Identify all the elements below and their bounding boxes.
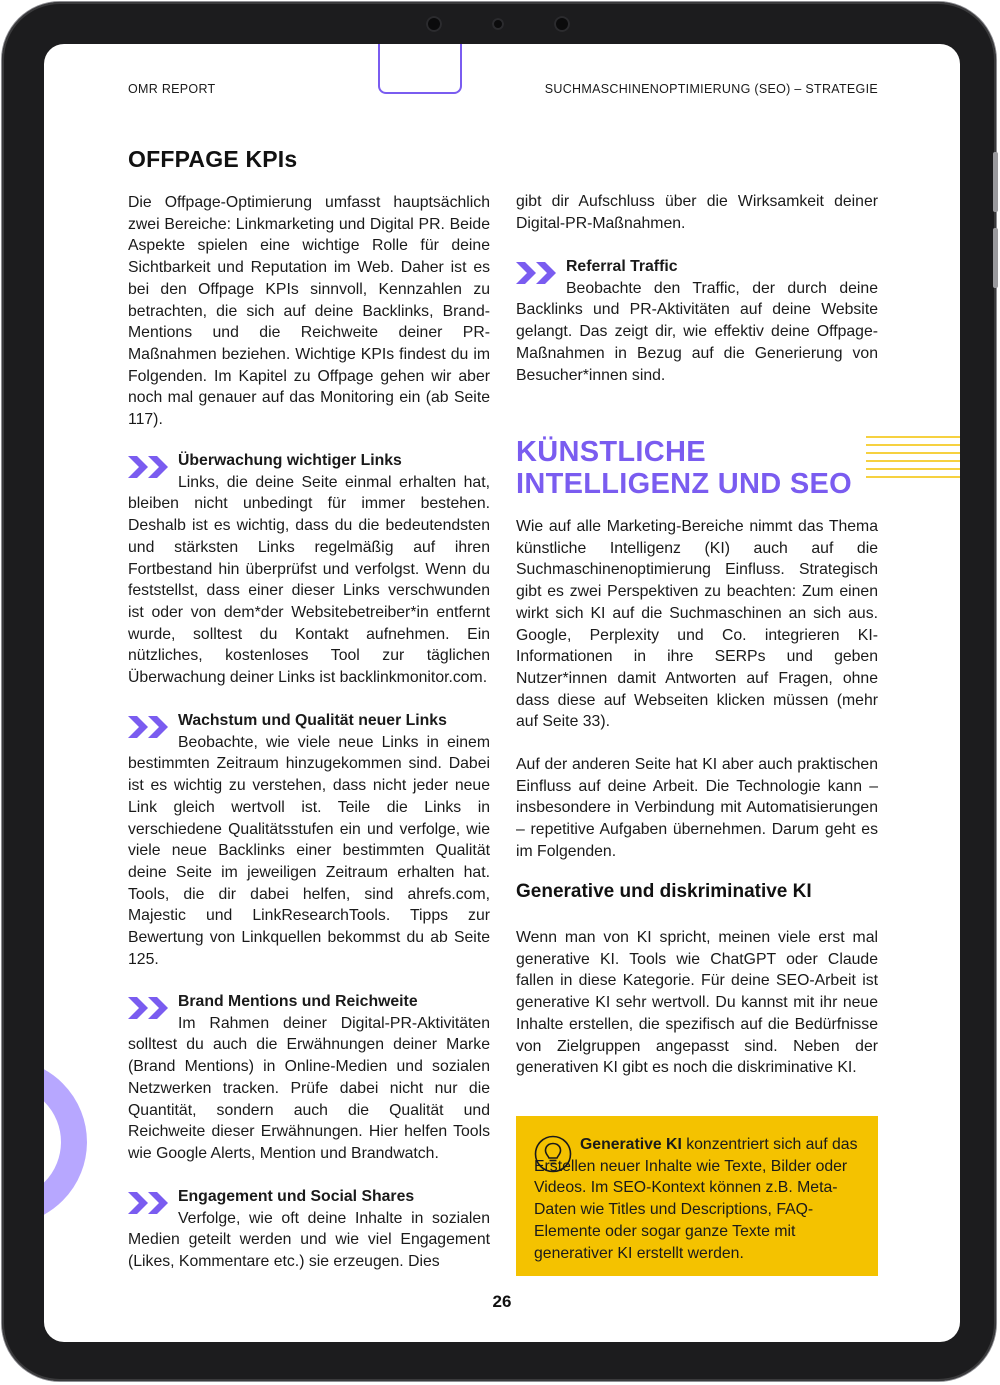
list-item bbox=[128, 710, 490, 970]
decorative-arc bbox=[44, 1062, 94, 1222]
list-item bbox=[128, 991, 490, 1165]
sensor-icon bbox=[426, 16, 442, 32]
offpage-intro: Die Offpage-Optimierung umfasst hauptsächlich zwei Bereiche: Linkmarketing und Digital PR. Beide Aspekte spielen eine wichtige Rolle für deine Sichtbarkeit und Reputation im Web. Daher ist es bei den Offpage KPIs sinnvoll, Kennzahlen zu betrachten, die sich auf deine Backlinks, Brand-Mentions und die Reichweite deiner PR-Maßnahmen beziehen. Wichtige KPIs findest du im Folgenden. Im Kapitel zu Offpage gehen wir aber noch mal genauer auf das Monitoring ein (ab Seite 117). bbox=[128, 194, 490, 429]
item-text: Verfolge, wie oft deine Inhalte in sozialen Medien geteilt werden und wie viel Engagement (Likes, Kommentare etc.) sie erzeugen. Dies bbox=[128, 1209, 490, 1271]
item-text: Im Rahmen deiner Digital-PR-Aktivitäten solltest du auch die Erwähnungen deiner Marke (Brand Mentions) in Online-Medien und sozialen Netzwerken tracken. Prüfe dabei nicht nur die Quantität, sondern auch die Qualität und Reichweite dieser Erwähnungen. Hier helfen Tools wie Google Alerts, Mention und Brandwatch. bbox=[128, 1014, 490, 1162]
ki-heading-line2: INTELLIGENZ UND SEO bbox=[516, 468, 852, 500]
item-title: Brand Mentions und Reichweite bbox=[178, 993, 418, 1010]
chapter-tab-marker bbox=[378, 44, 462, 94]
offpage-heading: OFFPAGE KPIs bbox=[128, 146, 298, 172]
camera-icon bbox=[492, 18, 504, 30]
list-item bbox=[128, 450, 490, 689]
ki-heading bbox=[516, 436, 876, 500]
list-item bbox=[128, 1186, 490, 1273]
item-text: Beobachte, wie viele neue Links in einem bestimmten Zeitraum hinzugekommen sind. Dabei ist es wichtig zu verstehen, dass nicht jeder neue Link gleich wertvoll ist. Teile die Links in verschiedene Qualitätsstufen ein und verfolge, wie viele neue Backlinks einer bestimmten Qualität deine Seite im jeweiligen Zeitraum erhalten hat. Tools, die dir dabei helfen, sind ahrefs.com, Majestic und LinkResearchTools. Tipps zur Bewertung von Linkquellen bekommst du ab Seite 125. bbox=[128, 733, 490, 968]
info-text bbox=[534, 1134, 860, 1264]
ki-paragraph: Wie auf alle Marketing-Bereiche nimmt das Thema künstliche Intelligenz (KI) auch auf die Suchmaschinenoptimierung Einfluss. Strategisch gibt es zwei Perspektiven zu beachten: Zum einen wirkt sich KI auf die Suchmaschinen an sich aus. Google, Perplexity und Co. integrieren KI-Informationen in ihre SERPs und geben Nutzer*innen damit Antworten auf Fragen, ohne dass diese auf Webseiten klicken müssen (mehr auf Seite 33). bbox=[516, 518, 878, 731]
item-title: Engagement und Social Shares bbox=[178, 1188, 415, 1205]
item-title: Referral Traffic bbox=[566, 258, 678, 275]
info-box bbox=[516, 1116, 878, 1276]
volume-down-button bbox=[993, 228, 998, 288]
ki-heading-line1: KÜNSTLICHE bbox=[516, 436, 706, 468]
volume-up-button bbox=[993, 152, 998, 212]
ki-paragraph: Wenn man von KI spricht, meinen viele erst mal generative KI. Tools wie ChatGPT oder Claude fallen in diese Kategorie. Für deine SEO-Arbeit ist generative KI sehr wertvoll. Du kannst mit ihr neue Inhalte erstellen, die spezifisch auf die Bedürfnisse von Zielgruppen angepasst sind. Neben der generativen KI gibt es noch die diskriminative KI. bbox=[516, 929, 878, 1077]
list-item bbox=[516, 256, 878, 386]
continuation-text: gibt dir Aufschluss über die Wirksamkeit deiner Digital-PR-Maßnahmen. bbox=[516, 193, 878, 232]
page-number: 26 bbox=[492, 1292, 512, 1311]
sensor-icon bbox=[554, 16, 570, 32]
document-page bbox=[44, 44, 960, 1342]
subheading: Generative und diskriminative KI bbox=[516, 881, 812, 902]
ki-paragraph: Auf der anderen Seite hat KI aber auch praktischen Einfluss auf deine Arbeit. Die Technologie kann – insbesondere in Verbindung mit Automatisierungen – repetitive Aufgaben übernehmen. Darum geht es im Folgenden. bbox=[516, 756, 878, 860]
decorative-lines bbox=[866, 435, 960, 485]
running-header-right: SUCHMASCHINENOPTIMIERUNG (SEO) – STRATEGIE bbox=[544, 82, 878, 96]
tablet-frame bbox=[2, 2, 996, 1381]
item-title: Wachstum und Qualität neuer Links bbox=[178, 712, 447, 729]
lightbulb-icon bbox=[534, 1135, 572, 1173]
item-text: Links, die deine Seite einmal erhalten hat, bleiben nicht unbedingt für immer bestehen. Deshalb ist es wichtig, dass du die bedeutendsten und stärksten Links regelmäßig auf ihren Fortbestand hin überprüfst und verfolgst. Wenn du feststellst, dass einer dieser Links verschwunden ist oder von dem*der Websitebetreiber*in entfernt wurde, solltest du Kontakt aufnehmen. Ein nützliches, kostenloses Tool zur täglichen Überwachung deiner Links ist backlinkmonitor.com. bbox=[128, 473, 490, 687]
running-header-left: OMR REPORT bbox=[128, 82, 216, 96]
item-title: Überwachung wichtiger Links bbox=[178, 452, 402, 469]
screen bbox=[44, 44, 960, 1342]
info-body: konzentriert sich auf das Erstellen neuer Inhalte wie Texte, Bilder oder Videos. Im SEO-Kontext können z.B. Meta-Daten wie Titles und Descriptions, FAQ-Elemente oder sogar ganze Texte mit generativer KI erstellt werden. bbox=[534, 1136, 858, 1262]
item-text: Beobachte den Traffic, der durch deine Backlinks und PR-Aktivitäten auf deine Website gelangt. Das zeigt dir, wie effektiv deine Offpage-Maßnahmen in Bezug auf die Generierung von Besucher*innen sind. bbox=[516, 279, 878, 384]
info-lead: Generative KI bbox=[580, 1136, 682, 1153]
